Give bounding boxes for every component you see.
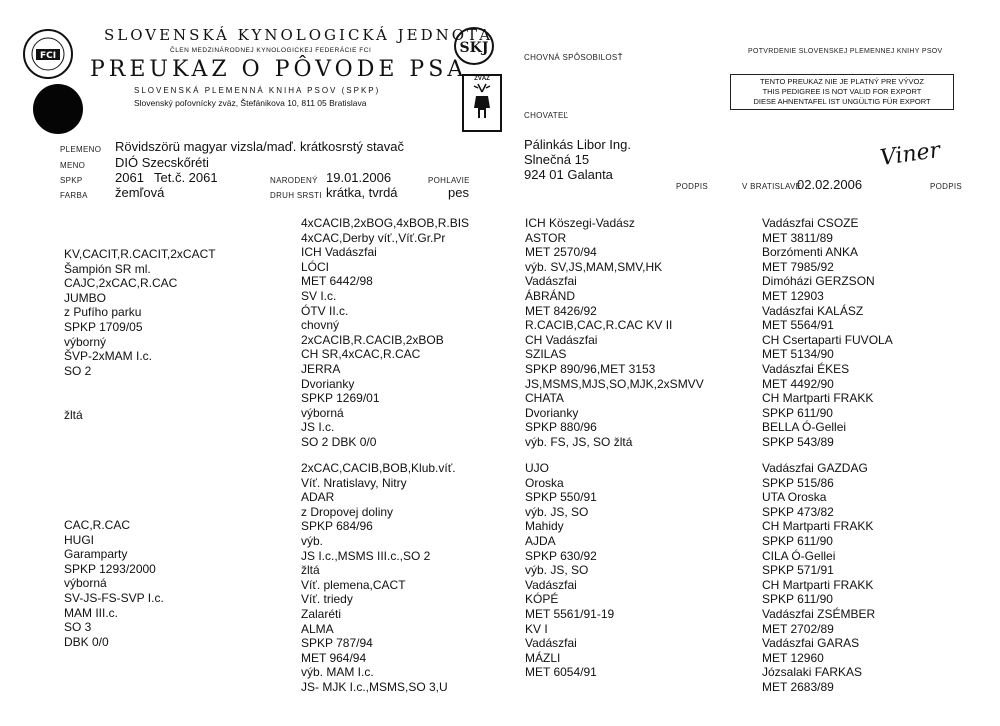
sex-label: POHLAVIE xyxy=(428,176,470,185)
pedigree-line: MAM III.c. xyxy=(64,605,118,620)
pedigree-line: 2xCAC,CACIB,BOB,Klub.víť. xyxy=(301,461,456,475)
pedigree-line: ALMA xyxy=(301,621,334,636)
pedigree-line: CH Csertaparti FUVOLA xyxy=(762,332,893,347)
pedigree-line: MET 5564/91 xyxy=(762,318,834,333)
pedigree-line: MET 6442/98 xyxy=(301,274,373,289)
pedigree-line: z Pufího parku xyxy=(64,305,142,320)
place-label: V BRATISLAVE xyxy=(742,182,802,191)
export-notice xyxy=(730,74,954,110)
pedigree-line: výb. FS, JS, SO žltá xyxy=(525,434,633,449)
pedigree-line: MET 2683/89 xyxy=(762,679,834,694)
pedigree-line: SO 3 xyxy=(64,620,92,635)
pedigree-line: Borzómenti ANKA xyxy=(762,245,859,260)
confirmation-label: POTVRDENIE SLOVENSKEJ PLEMENNEJ KNIHY PSOV xyxy=(748,48,943,55)
pedigree-line: Józsalaki FARKAS xyxy=(762,665,863,680)
pedigree-line: Vadászfai KALÁSZ xyxy=(762,303,864,318)
pedigree-line: MÁZLI xyxy=(525,650,561,665)
pedigree-line: výborná xyxy=(301,405,344,420)
color-value: žemľová xyxy=(115,185,165,200)
pedigree-line: žltá xyxy=(301,563,320,578)
pedigree-line: MET 6054/91 xyxy=(525,665,597,680)
pedigree-line: CH Vadászfai xyxy=(525,332,598,347)
pedigree-line: 2xCACIB,R.CACIB,2xBOB xyxy=(301,332,444,347)
breeder-name: Pálinkás Libor Ing. xyxy=(524,137,631,152)
pedigree-line: SPKP 890/96,MET 3153 xyxy=(525,361,656,376)
studbook-name: SLOVENSKÁ PLEMENNÁ KNIHA PSOV (SPKP) xyxy=(134,86,381,95)
pedigree-line: UJO xyxy=(525,461,549,475)
breeding-ability-label: CHOVNÁ SPÔSOBILOSŤ xyxy=(524,53,623,62)
pedigree-line: Víť. Nratislavy, Nitry xyxy=(301,475,407,490)
pedigree-line: SPKP 611/90 xyxy=(762,533,833,548)
signature: Viner xyxy=(878,137,942,172)
pedigree-line xyxy=(64,393,216,408)
pedigree-line: Vadászfai CSOZE xyxy=(762,216,859,230)
pedigree-line: Mahidy xyxy=(525,519,564,534)
pedigree-line: MET 4492/90 xyxy=(762,376,834,391)
pedigree-line: MET 5561/91-19 xyxy=(525,606,615,621)
pedigree-line: CAJC,2xCAC,R.CAC xyxy=(64,276,178,291)
pedigree-line: Dimóházi GERZSON xyxy=(762,274,875,289)
fci-logo-text: FCI xyxy=(39,51,57,61)
pedigree-line: CAC,R.CAC xyxy=(64,518,131,532)
pedigree-line: MET 12960 xyxy=(762,650,824,665)
pedigree-line: JS I.c. xyxy=(301,420,335,435)
pedigree-line: CILA Ó-Gellei xyxy=(762,548,836,563)
pedigree-line: JUMBO xyxy=(64,290,106,305)
pedigree-line: KV,CACIT,R.CACIT,2xCACT xyxy=(64,247,216,261)
pedigree-line: výb. JS, SO xyxy=(525,504,589,519)
pedigree-line: ŠVP-2xMAM I.c. xyxy=(64,349,153,364)
pedigree-line: SPKP 1709/05 xyxy=(64,319,143,334)
grandparents-dam-side xyxy=(301,461,456,695)
pedigree-line: SPKP 684/96 xyxy=(301,519,373,534)
coat-label: DRUH SRSTI xyxy=(270,191,322,200)
pedigree-line: výborná xyxy=(64,576,107,591)
fci-logo xyxy=(22,28,74,85)
pedigree-line: SPKP 611/90 xyxy=(762,405,833,420)
issuer-address: Slovenský poľovnícky zväz, Štefánikova 10, 811 05 Bratislava xyxy=(134,98,367,108)
pedigree-line: CH Martparti FRAKK xyxy=(762,577,874,592)
pedigree-line: Vadászfai xyxy=(525,636,577,651)
color-label: FARBA xyxy=(60,191,88,200)
pedigree-line: výb. JS, SO xyxy=(525,563,589,578)
pedigree-line: ICH Vadászfai xyxy=(301,245,377,260)
pedigree-line: ICH Köszegi-Vadász xyxy=(525,216,635,230)
hunters-union-badge xyxy=(462,74,502,132)
pedigree-line: Vadászfai GAZDAG xyxy=(762,461,868,475)
grandparents-sire-side xyxy=(301,216,469,450)
pedigree-line: Vadászfai xyxy=(525,274,577,289)
pedigree-line: výb. MAM I.c. xyxy=(301,665,374,680)
breed-label: PLEMENO xyxy=(60,145,102,154)
pedigree-line: ÁBRÁND xyxy=(525,288,576,303)
pedigree-line: MET 5134/90 xyxy=(762,347,834,362)
pedigree-line: KÓPÉ xyxy=(525,592,559,607)
pedigree-line: MET 2570/94 xyxy=(525,245,597,260)
pedigree-line: 4xCACIB,2xBOG,4xBOB,R.BIS xyxy=(301,216,470,230)
pedigree-line: UTA Oroska xyxy=(762,490,827,505)
born-value: 19.01.2006 xyxy=(326,170,392,185)
pedigree-line: R.CACIB,CAC,R.CAC KV II xyxy=(525,318,673,333)
pedigree-line: Oroska xyxy=(525,475,564,490)
pedigree-line: JS- MJK I.c.,MSMS,SO 3,U xyxy=(301,679,448,694)
pedigree-line: 4xCAC,Derby víť.,Víť.Gr.Pr xyxy=(301,230,446,245)
badge-label: ZVÄZ xyxy=(474,76,490,82)
born-label: NARODENÝ xyxy=(270,176,318,185)
signature-label-office: PODPIS xyxy=(930,182,963,191)
pedigree-line: MET 964/94 xyxy=(301,650,367,665)
pedigree-line: SPKP 630/92 xyxy=(525,548,597,563)
signature-label-breeder: PODPIS xyxy=(676,182,709,191)
sex-value: pes xyxy=(448,185,469,200)
pedigree-line: SO 2 xyxy=(64,363,92,378)
pedigree-line: MET 12903 xyxy=(762,288,824,303)
pedigree-line: AJDA xyxy=(525,533,556,548)
pedigree-line: BELLA Ó-Gellei xyxy=(762,420,847,435)
pedigree-line: SPKP 1269/01 xyxy=(301,391,380,406)
pedigree-line: žltá xyxy=(64,407,83,422)
deer-icon xyxy=(464,82,500,126)
pedigree-line: MET 3811/89 xyxy=(762,230,833,245)
notice-de: DIESE AHNENTAFEL IST UNGÜLTIG FÜR EXPORT xyxy=(753,97,931,106)
pedigree-line: Víť. plemena,CACT xyxy=(301,577,406,592)
pedigree-line: Dvorianky xyxy=(301,376,355,391)
pedigree-line: Zalaréti xyxy=(301,606,342,621)
spkp-value: 2061 xyxy=(115,170,144,185)
pedigree-line: Vadászfai xyxy=(525,577,577,592)
pedigree-line xyxy=(64,378,216,393)
pedigree-line: výborný xyxy=(64,334,107,349)
pedigree-line: JERRA xyxy=(301,361,341,376)
gg-grandparents-sire-side xyxy=(762,216,893,450)
pedigree-line: ASTOR xyxy=(525,230,567,245)
breeder-street: Slnečná 15 xyxy=(524,152,590,167)
pedigree-line: SO 2 DBK 0/0 xyxy=(301,434,377,449)
pedigree-line: SPKP 1293/2000 xyxy=(64,561,156,576)
pedigree-line: Šampión SR ml. xyxy=(64,261,151,276)
pedigree-line: MET 2702/89 xyxy=(762,621,834,636)
pedigree-line: SV-JS-FS-SVP I.c. xyxy=(64,590,164,605)
pedigree-line: MET 7985/92 xyxy=(762,259,834,274)
pedigree-line: SPKP 550/91 xyxy=(525,490,597,505)
breeder-city: 924 01 Galanta xyxy=(524,167,613,182)
notice-en: THIS PEDIGREE IS NOT VALID FOR EXPORT xyxy=(762,87,922,96)
pedigree-line: SPKP 473/82 xyxy=(762,504,834,519)
issue-date: 02.02.2006 xyxy=(797,177,863,192)
ink-blot xyxy=(33,84,83,134)
skj-logo-text: SKJ xyxy=(459,40,489,56)
document-title: PREUKAZ O PÔVODE PSA xyxy=(90,57,468,82)
pedigree-line: SPKP 880/96 xyxy=(525,420,597,435)
dog-name: DIÓ Szecskőréti xyxy=(115,155,209,170)
pedigree-line: ÓTV II.c. xyxy=(301,303,349,318)
pedigree-line: Vadászfai GARAS xyxy=(762,636,860,651)
pedigree-line: MET 8426/92 xyxy=(525,303,597,318)
parent-dam xyxy=(64,518,164,649)
pedigree-line: SPKP 515/86 xyxy=(762,475,834,490)
spkp-label: SPKP xyxy=(60,176,83,185)
pedigree-line: SPKP 611/90 xyxy=(762,592,833,607)
pedigree-line: ADAR xyxy=(301,490,335,505)
breeder-label: CHOVATEĽ xyxy=(524,111,569,120)
pedigree-line: SPKP 787/94 xyxy=(301,636,373,651)
pedigree-line: CH SR,4xCAC,R.CAC xyxy=(301,347,421,362)
pedigree-line: Dvorianky xyxy=(525,405,579,420)
great-grandparents-dam-side xyxy=(525,461,614,680)
pedigree-line: z Dropovej doliny xyxy=(301,504,394,519)
pedigree-line: JS I.c.,MSMS III.c.,SO 2 xyxy=(301,548,431,563)
pedigree-line: HUGI xyxy=(64,532,94,547)
pedigree-line: DBK 0/0 xyxy=(64,634,109,649)
pedigree-line: Garamparty xyxy=(64,547,128,562)
pedigree-line: SPKP 571/91 xyxy=(762,563,834,578)
pedigree-line: Víť. triedy xyxy=(301,592,353,607)
pedigree-line: SPKP 543/89 xyxy=(762,434,834,449)
pedigree-line: výb. SV,JS,MAM,SMV,HK xyxy=(525,259,663,274)
pedigree-line: CH Martparti FRAKK xyxy=(762,519,874,534)
org-name: SLOVENSKÁ KYNOLOGICKÁ JEDNOTA xyxy=(104,26,494,44)
coat-value: krátka, tvrdá xyxy=(326,185,398,200)
gg-grandparents-dam-side xyxy=(762,461,875,695)
pedigree-line: CHATA xyxy=(525,391,564,406)
pedigree-line: SZILAS xyxy=(525,347,567,362)
pedigree-line: Vadászfai ZSÉMBER xyxy=(762,606,876,621)
tattoo-value: Tet.č. 2061 xyxy=(154,170,218,185)
pedigree-line: KV I xyxy=(525,621,548,636)
breed-value: Rövidszörü magyar vizsla/maď. krátkosrstý stavač xyxy=(115,139,405,154)
pedigree-line: JS,MSMS,MJS,SO,MJK,2xSMVV xyxy=(525,376,704,391)
great-grandparents-sire-side xyxy=(525,216,704,450)
pedigree-line: Vadászfai ÉKES xyxy=(762,361,850,376)
pedigree-line: LÓCI xyxy=(301,259,330,274)
parent-sire xyxy=(64,247,216,422)
pedigree-line: chovný xyxy=(301,318,340,333)
notice-sk: TENTO PREUKAZ NIE JE PLATNÝ PRE VÝVOZ xyxy=(760,77,924,86)
pedigree-line: CH Martparti FRAKK xyxy=(762,391,874,406)
name-label: MENO xyxy=(60,161,86,170)
org-subtitle: ČLEN MEDZINÁRODNEJ KYNOLOGICKEJ FEDERÁCIE FCI xyxy=(170,47,372,54)
pedigree-line: výb. xyxy=(301,533,324,548)
pedigree-line: SV I.c. xyxy=(301,288,337,303)
